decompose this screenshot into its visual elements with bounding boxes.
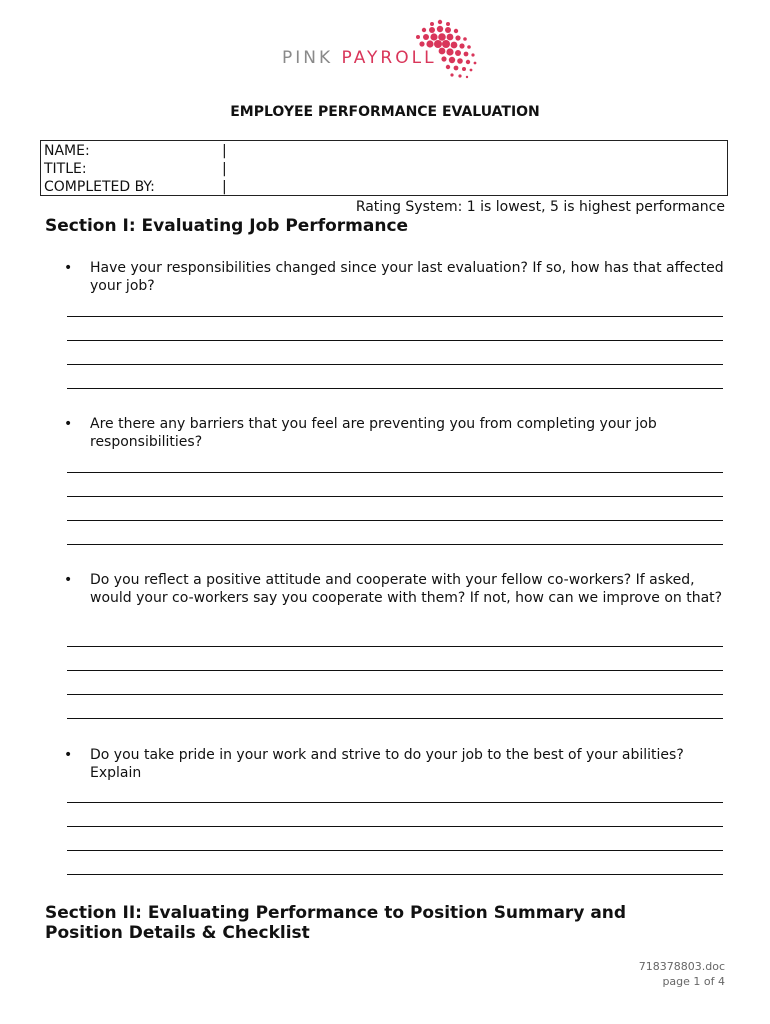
answer-line[interactable] (67, 874, 723, 875)
question-2-text: Are there any barriers that you feel are preventing you from completing your job responsibilities? (90, 416, 657, 450)
logo-wordmark (282, 48, 437, 68)
document-title: EMPLOYEE PERFORMANCE EVALUATION (230, 104, 540, 120)
completed-by-field-separator: | (222, 179, 227, 195)
rating-system-note: Rating System: 1 is lowest, 5 is highest performance (355, 199, 725, 215)
employee-info-box (40, 140, 728, 196)
bullet-icon: • (64, 260, 73, 276)
question-4-text: Do you take pride in your work and strive to do your job to the best of your abilities? Explain (90, 747, 684, 781)
answer-line[interactable] (67, 520, 723, 521)
answer-line[interactable] (67, 670, 723, 671)
completed-by-label: COMPLETED BY: (44, 179, 155, 195)
answer-line[interactable] (67, 316, 723, 317)
section-1-heading: Section I: Evaluating Job Performance (45, 216, 409, 236)
answer-line[interactable] (67, 802, 723, 803)
answer-line[interactable] (67, 364, 723, 365)
question-3-text: Do you reflect a positive attitude and cooperate with your fellow co-workers? If asked, would your co-workers say you cooperate with them? If not, how can we improve on that? (90, 572, 723, 606)
answer-line[interactable] (67, 826, 723, 827)
answer-line[interactable] (67, 544, 723, 545)
logo-text-pink: PAYROLL (341, 48, 437, 68)
answer-line[interactable] (67, 850, 723, 851)
answer-line[interactable] (67, 718, 723, 719)
section-2-heading (45, 903, 626, 943)
section-2-heading-line-1: Section II: Evaluating Performance to Position Summary and (45, 903, 627, 923)
bullet-icon: • (64, 416, 73, 432)
answer-line[interactable] (67, 496, 723, 497)
footer-document-name: 718378803.doc (638, 960, 725, 973)
name-field-separator: | (222, 143, 227, 159)
bullet-icon: • (64, 572, 73, 588)
name-label: NAME: (44, 143, 90, 159)
page-footer (639, 959, 725, 989)
answer-line[interactable] (67, 388, 723, 389)
bullet-icon: • (64, 747, 73, 763)
answer-line[interactable] (67, 340, 723, 341)
logo-text-grey: PINK (282, 48, 342, 68)
answer-line[interactable] (67, 694, 723, 695)
title-field-separator: | (222, 161, 227, 177)
footer-page-number: page 1 of 4 (662, 975, 725, 988)
answer-line[interactable] (67, 646, 723, 647)
title-label: TITLE: (44, 161, 87, 177)
answer-line[interactable] (67, 472, 723, 473)
section-2-heading-line-2: Position Details & Checklist (45, 923, 310, 943)
question-1-text: Have your responsibilities changed since your last evaluation? If so, how has that affected your job? (90, 260, 724, 294)
pink-payroll-logo (282, 18, 492, 88)
